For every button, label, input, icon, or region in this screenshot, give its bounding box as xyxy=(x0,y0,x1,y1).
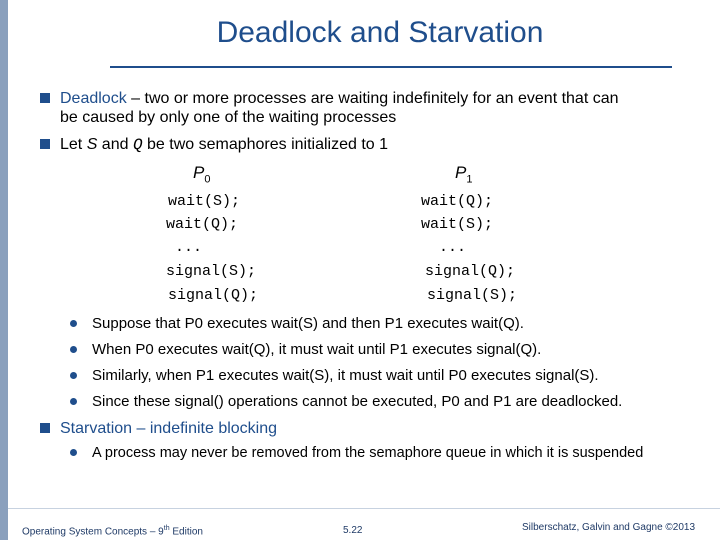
round-bullet-icon xyxy=(70,372,77,379)
p1-code-line: wait(S); xyxy=(421,216,494,233)
sub-bullet-4: Since these signal() operations cannot be executed, P0 and P1 are deadlocked. xyxy=(92,393,623,410)
bullet-deadlock-line1 xyxy=(60,89,619,108)
semaphore-q: Q xyxy=(132,136,143,154)
term-deadlock: Deadlock xyxy=(60,90,127,107)
p0-code-line: ... xyxy=(166,239,203,256)
process-p1-header xyxy=(455,163,472,185)
semaphore-s: S xyxy=(86,136,98,153)
p0-subscript: 0 xyxy=(204,173,211,186)
p0-code-line: signal(S); xyxy=(166,263,257,280)
p0-code-line: wait(S); xyxy=(168,193,241,210)
bullet-semaphores xyxy=(60,135,388,155)
p1-code-line: signal(Q); xyxy=(425,263,516,280)
term-starvation: Starvation xyxy=(60,420,133,437)
square-bullet-icon xyxy=(40,139,50,149)
p0-code-line: signal(Q); xyxy=(168,287,259,304)
footer-edition: Edition xyxy=(169,526,203,538)
p1-code-line: wait(Q); xyxy=(421,193,494,210)
deadlock-definition: – two or more processes are waiting indefinitely for an event that can xyxy=(126,90,619,107)
semaphores-mid: and xyxy=(97,136,133,153)
sub-bullet-3: Similarly, when P1 executes wait(S), it must wait until P0 executes signal(S). xyxy=(92,367,599,384)
starvation-sub-bullet: A process may never be removed from the semaphore queue in which it is suspended xyxy=(92,445,644,461)
round-bullet-icon xyxy=(70,346,77,353)
footer-page-number: 5.22 xyxy=(343,525,363,536)
p0-code-line: wait(Q); xyxy=(166,216,239,233)
square-bullet-icon xyxy=(40,93,50,103)
left-sidebar-bar xyxy=(0,0,8,540)
p0-name: P xyxy=(193,163,205,182)
bullet-starvation xyxy=(60,419,277,438)
slide-title: Deadlock and Starvation xyxy=(216,16,544,49)
footer-book: Operating System Concepts – 9 xyxy=(22,526,164,538)
footer-copyright: Silberschatz, Galvin and Gagne ©2013 xyxy=(522,522,696,533)
title-underline xyxy=(110,66,672,68)
footer-book-title xyxy=(22,525,203,537)
p1-name: P xyxy=(455,163,467,182)
starvation-definition: – indefinite blocking xyxy=(132,420,278,437)
bullet-deadlock-line2: be caused by only one of the waiting processes xyxy=(60,109,397,126)
footer-divider xyxy=(8,508,720,509)
footer-sup: th xyxy=(163,525,170,532)
sub-bullet-2: When P0 executes wait(Q), it must wait until P1 executes signal(Q). xyxy=(92,341,542,358)
round-bullet-icon xyxy=(70,398,77,405)
semaphores-suffix: be two semaphores initialized to 1 xyxy=(142,136,389,153)
square-bullet-icon xyxy=(40,423,50,433)
p1-code-line: ... xyxy=(421,239,467,256)
round-bullet-icon xyxy=(70,320,77,327)
p1-subscript: 1 xyxy=(466,173,473,186)
process-p0-header xyxy=(193,163,210,185)
sub-bullet-1: Suppose that P0 executes wait(S) and then P1 executes wait(Q). xyxy=(92,315,524,332)
semaphores-prefix: Let xyxy=(60,136,87,153)
round-bullet-icon xyxy=(70,449,77,456)
p1-code-line: signal(S); xyxy=(427,287,518,304)
